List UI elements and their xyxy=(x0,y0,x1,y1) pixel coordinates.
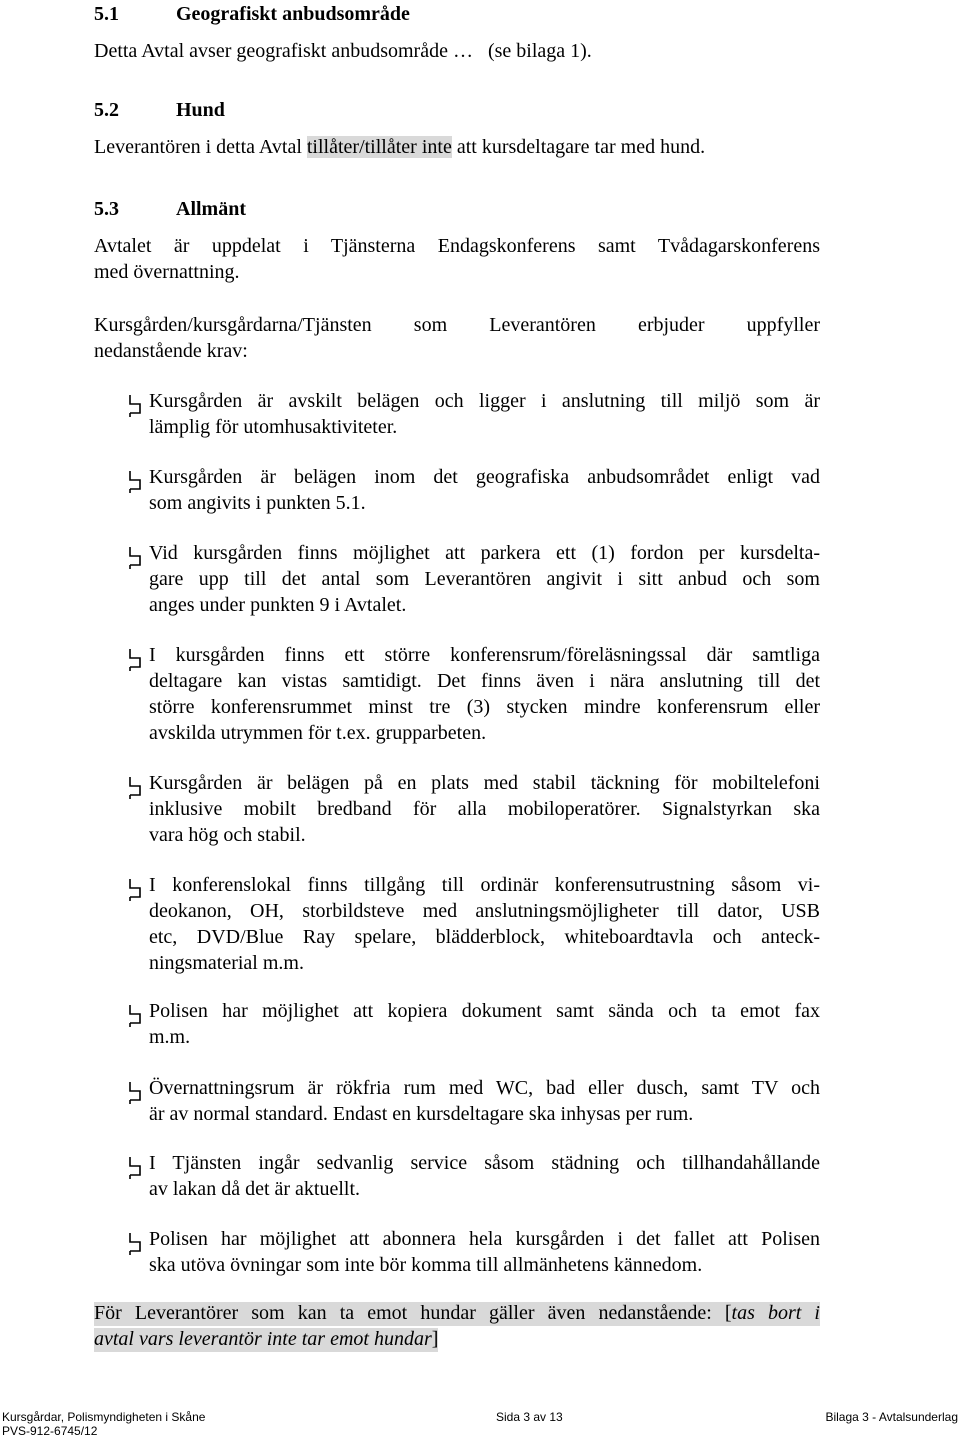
bullet-marker-icon xyxy=(128,648,142,672)
requirement-line: I konferenslokal finns tillgång till ordinär konferensutrustning såsom vi- xyxy=(149,874,820,896)
requirement-line: deokanon, OH, storbildsteve med anslutningsmöjligheter till dator, USB xyxy=(149,900,820,922)
section-title: Allmänt xyxy=(176,198,246,220)
requirement-line: Kursgården är belägen inom det geografiska anbudsområdet enligt vad xyxy=(149,466,820,488)
requirement-line: avskilda utrymmen för t.ex. grupparbeten. xyxy=(149,722,487,744)
requirement-line: lämplig för utomhusaktiviteter. xyxy=(149,416,398,438)
bullet-marker-icon xyxy=(128,1081,142,1105)
requirements-intro xyxy=(94,312,820,364)
footer-page-number: Sida 3 av 13 xyxy=(496,1410,563,1424)
requirement-line: I kursgården finns ett större konferensrum/föreläsningssal där samtliga xyxy=(149,644,820,666)
footer-doc-id: PVS-912-6745/12 xyxy=(2,1424,98,1438)
requirement-text xyxy=(149,388,820,440)
text-after-highlight: att kursdeltagare tar med hund. xyxy=(451,136,706,158)
requirement-line: anges under punkten 9 i Avtalet. xyxy=(149,594,407,616)
bullet-marker-icon xyxy=(128,470,142,494)
requirement-text xyxy=(149,770,820,848)
section-title: Geografiskt anbudsområde xyxy=(176,3,410,25)
text-before-highlight: Leverantören i detta Avtal xyxy=(94,136,307,158)
paragraph-line: nedanstående krav: xyxy=(94,340,248,362)
footer-right: Bilaga 3 - Avtalsunderlag xyxy=(825,1410,958,1424)
bullet-marker-icon xyxy=(128,776,142,800)
requirement-line: större konferensrummet minst tre (3) stycken mindre konferensrum eller xyxy=(149,696,820,718)
requirement-line: Vid kursgården finns möjlighet att parkera ett (1) fordon per kursdelta- xyxy=(149,542,820,564)
section-heading-5-3 xyxy=(94,196,246,222)
requirement-text xyxy=(149,1150,820,1202)
paragraph-line: med övernattning. xyxy=(94,261,240,283)
bullet-marker-icon xyxy=(128,1232,142,1256)
paragraph-line: Kursgården/kursgårdarna/Tjänsten som Leverantören erbjuder uppfyller xyxy=(94,314,820,336)
requirement-line: ningsmaterial m.m. xyxy=(149,952,304,974)
requirement-line: Kursgården är avskilt belägen och ligger i anslutning till miljö som är xyxy=(149,390,820,412)
requirement-line: ska utöva övningar som inte bör komma till allmänhetens kännedom. xyxy=(149,1254,703,1276)
requirement-text xyxy=(149,1075,820,1127)
requirement-line: Övernattningsrum är rökfria rum med WC, bad eller dusch, samt TV och xyxy=(149,1077,820,1099)
footer-left: Kursgårdar, Polismyndigheten i Skåne xyxy=(2,1410,206,1424)
requirement-line: inklusive mobilt bredband för alla mobiloperatörer. Signalstyrkan ska xyxy=(149,798,820,820)
section-heading-5-1 xyxy=(94,1,410,27)
bullet-marker-icon xyxy=(128,546,142,570)
bullet-marker-icon xyxy=(128,394,142,418)
section-title: Hund xyxy=(176,99,225,121)
highlighted-option: tillåter/tillåter inte xyxy=(306,136,452,158)
requirement-line: Polisen har möjlighet att kopiera dokument samt sända och ta emot fax xyxy=(149,1000,820,1022)
paragraph-line: Detta Avtal avser geografiskt anbudsområde … (se bilaga 1). xyxy=(94,40,592,62)
requirement-line: som angivits i punkten 5.1. xyxy=(149,492,366,514)
requirement-line: gare upp till det antal som Leverantören angivit i sitt anbud och som xyxy=(149,568,820,590)
requirement-line: är av normal standard. Endast en kursdeltagare ska inhysas per rum. xyxy=(149,1103,694,1125)
dog-note-text: För Leverantörer som kan ta emot hundar gäller även nedanstående: [tas bort i xyxy=(94,1302,820,1324)
dog-note xyxy=(94,1300,820,1352)
requirement-line: Kursgården är belägen på en plats med stabil täckning för mobiltelefoni xyxy=(149,772,820,794)
section-heading-5-2 xyxy=(94,97,225,123)
dog-note-text-cont: avtal vars leverantör inte tar emot hundar] xyxy=(94,1328,439,1350)
paragraph-line: Avtalet är uppdelat i Tjänsterna Endagskonferens samt Tvådagarskonferens xyxy=(94,235,820,257)
requirement-line: deltagare kan vistas samtidigt. Det finns även i nära anslutning till det xyxy=(149,670,820,692)
requirement-text xyxy=(149,642,820,746)
section-text-5-3 xyxy=(94,233,820,285)
requirement-line: I Tjänsten ingår sedvanlig service såsom städning och tillhandahållande xyxy=(149,1152,820,1174)
bullet-marker-icon xyxy=(128,1004,142,1028)
bullet-marker-icon xyxy=(128,1156,142,1180)
requirement-text xyxy=(149,1226,820,1278)
requirement-line: av lakan då det är aktuellt. xyxy=(149,1178,361,1200)
bullet-marker-icon xyxy=(128,878,142,902)
section-number: 5.2 xyxy=(94,99,119,121)
requirement-text xyxy=(149,540,820,618)
section-number: 5.1 xyxy=(94,3,119,25)
requirement-line: m.m. xyxy=(149,1026,191,1048)
requirement-line: vara hög och stabil. xyxy=(149,824,306,846)
section-text-5-1 xyxy=(94,38,820,64)
requirement-text xyxy=(149,872,820,976)
requirement-text xyxy=(149,464,820,516)
section-text-5-2 xyxy=(94,134,820,160)
requirement-line: Polisen har möjlighet att abonnera hela kursgården i det fallet att Polisen xyxy=(149,1228,820,1250)
requirement-line: etc, DVD/Blue Ray spelare, blädderblock, whiteboardtavla och anteck- xyxy=(149,926,820,948)
requirement-text xyxy=(149,998,820,1050)
section-number: 5.3 xyxy=(94,198,119,220)
